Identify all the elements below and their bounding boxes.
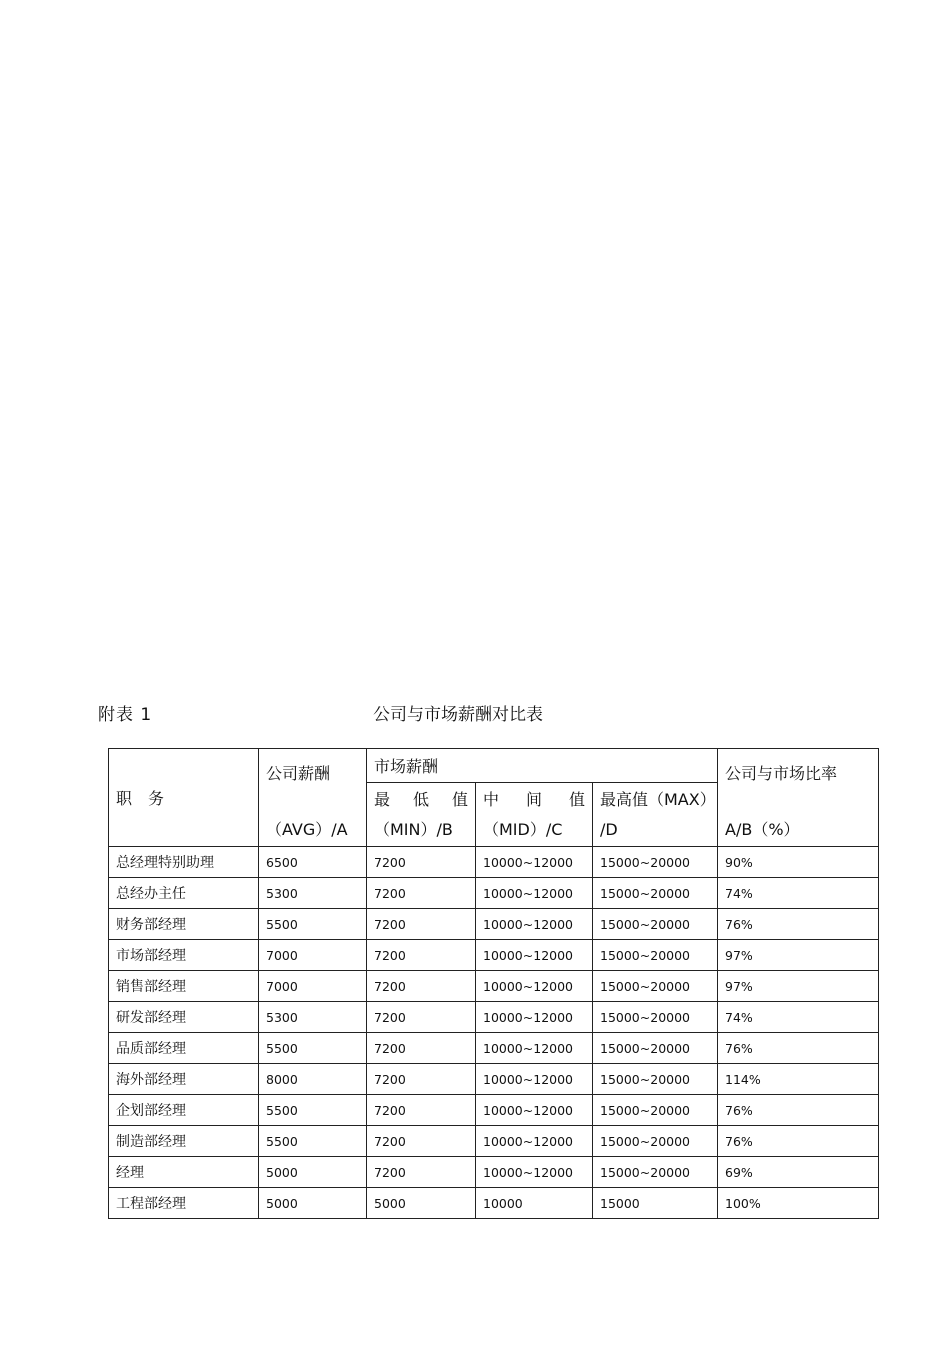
header-market-pay <box>367 749 718 783</box>
cell-job: 总经办主任 <box>109 878 259 909</box>
cell-market-mid: 10000~12000 <box>476 909 593 940</box>
cell-market-max: 15000~20000 <box>593 1157 718 1188</box>
cell-market-max: 15000 <box>593 1188 718 1219</box>
cell-ratio: 100% <box>718 1188 879 1219</box>
table-row <box>109 1033 879 1064</box>
table-row <box>109 1188 879 1219</box>
cell-market-max: 15000~20000 <box>593 940 718 971</box>
cell-ratio: 97% <box>718 940 879 971</box>
cell-ratio: 76% <box>718 1095 879 1126</box>
cell-market-mid: 10000~12000 <box>476 1002 593 1033</box>
cell-ratio: 97% <box>718 971 879 1002</box>
header-mid-char: 中 <box>483 789 500 809</box>
cell-job: 财务部经理 <box>109 909 259 940</box>
cell-market-min: 7200 <box>367 1064 476 1095</box>
cell-market-min: 7200 <box>367 1033 476 1064</box>
header-min-char: 最 <box>374 789 391 809</box>
cell-company-avg: 7000 <box>259 940 367 971</box>
cell-job: 企划部经理 <box>109 1095 259 1126</box>
cell-ratio: 74% <box>718 1002 879 1033</box>
cell-market-mid: 10000 <box>476 1188 593 1219</box>
cell-ratio: 90% <box>718 847 879 878</box>
cell-market-mid: 10000~12000 <box>476 878 593 909</box>
cell-company-avg: 5500 <box>259 1126 367 1157</box>
table-row <box>109 909 879 940</box>
header-min-char: 低 <box>412 789 429 809</box>
cell-market-max: 15000~20000 <box>593 1126 718 1157</box>
cell-ratio: 69% <box>718 1157 879 1188</box>
table-label: 附表 1 <box>98 705 153 725</box>
header-ratio <box>718 749 879 847</box>
cell-market-max: 15000~20000 <box>593 847 718 878</box>
cell-job: 销售部经理 <box>109 971 259 1002</box>
header-min <box>367 783 476 847</box>
cell-market-mid: 10000~12000 <box>476 940 593 971</box>
cell-market-max: 15000~20000 <box>593 1095 718 1126</box>
cell-market-max: 15000~20000 <box>593 971 718 1002</box>
cell-company-avg: 5300 <box>259 1002 367 1033</box>
cell-market-max: 15000~20000 <box>593 878 718 909</box>
table-row <box>109 971 879 1002</box>
cell-company-avg: 5000 <box>259 1188 367 1219</box>
cell-market-mid: 10000~12000 <box>476 1126 593 1157</box>
cell-job: 制造部经理 <box>109 1126 259 1157</box>
cell-market-max: 15000~20000 <box>593 909 718 940</box>
cell-company-avg: 6500 <box>259 847 367 878</box>
header-max-sub: /D <box>600 819 618 839</box>
header-mid-sub: （MID）/C <box>483 819 563 839</box>
cell-ratio: 114% <box>718 1064 879 1095</box>
header-min-char: 值 <box>451 789 468 809</box>
cell-ratio: 74% <box>718 878 879 909</box>
header-company-pay-sub: （AVG）/A <box>266 820 348 839</box>
cell-ratio: 76% <box>718 1126 879 1157</box>
cell-market-max: 15000~20000 <box>593 1033 718 1064</box>
header-mid-char: 值 <box>568 789 585 809</box>
cell-company-avg: 5000 <box>259 1157 367 1188</box>
cell-company-avg: 7000 <box>259 971 367 1002</box>
cell-market-mid: 10000~12000 <box>476 1157 593 1188</box>
cell-job: 品质部经理 <box>109 1033 259 1064</box>
cell-market-max: 15000~20000 <box>593 1064 718 1095</box>
cell-job: 研发部经理 <box>109 1002 259 1033</box>
table-row <box>109 1095 879 1126</box>
cell-market-min: 7200 <box>367 1002 476 1033</box>
cell-market-min: 7200 <box>367 847 476 878</box>
table-row <box>109 1064 879 1095</box>
header-min-sub: （MIN）/B <box>374 819 453 839</box>
cell-company-avg: 8000 <box>259 1064 367 1095</box>
cell-market-min: 7200 <box>367 940 476 971</box>
salary-comparison-table <box>108 748 879 1219</box>
cell-company-avg: 5500 <box>259 1033 367 1064</box>
cell-market-mid: 10000~12000 <box>476 971 593 1002</box>
cell-job: 经理 <box>109 1157 259 1188</box>
table-row <box>109 1002 879 1033</box>
cell-market-min: 7200 <box>367 1126 476 1157</box>
cell-market-min: 7200 <box>367 878 476 909</box>
header-job-label: 职 务 <box>116 789 165 808</box>
cell-job: 工程部经理 <box>109 1188 259 1219</box>
cell-market-mid: 10000~12000 <box>476 1033 593 1064</box>
header-ratio-title: 公司与市场比率 <box>725 764 838 783</box>
header-max-title: 最高值（MAX） <box>600 789 716 809</box>
table-row <box>109 1126 879 1157</box>
cell-market-max: 15000~20000 <box>593 1002 718 1033</box>
header-market-pay-title: 市场薪酬 <box>374 757 439 776</box>
header-ratio-sub: A/B（%） <box>725 820 800 839</box>
cell-company-avg: 5500 <box>259 909 367 940</box>
cell-market-mid: 10000~12000 <box>476 1095 593 1126</box>
table-row <box>109 940 879 971</box>
header-mid-char: 间 <box>525 789 542 809</box>
table-row <box>109 847 879 878</box>
header-company-pay <box>259 749 367 847</box>
cell-market-min: 7200 <box>367 909 476 940</box>
cell-company-avg: 5300 <box>259 878 367 909</box>
cell-market-min: 5000 <box>367 1188 476 1219</box>
header-mid <box>476 783 593 847</box>
header-company-pay-title: 公司薪酬 <box>266 764 331 783</box>
cell-market-mid: 10000~12000 <box>476 1064 593 1095</box>
cell-market-min: 7200 <box>367 971 476 1002</box>
cell-job: 市场部经理 <box>109 940 259 971</box>
header-row-1 <box>109 749 879 783</box>
table-row <box>109 878 879 909</box>
cell-ratio: 76% <box>718 1033 879 1064</box>
cell-market-min: 7200 <box>367 1095 476 1126</box>
cell-ratio: 76% <box>718 909 879 940</box>
cell-job: 总经理特别助理 <box>109 847 259 878</box>
cell-market-mid: 10000~12000 <box>476 847 593 878</box>
cell-job: 海外部经理 <box>109 1064 259 1095</box>
header-job <box>109 749 259 847</box>
cell-market-min: 7200 <box>367 1157 476 1188</box>
cell-company-avg: 5500 <box>259 1095 367 1126</box>
header-max <box>593 783 718 847</box>
table-row <box>109 1157 879 1188</box>
table-title: 公司与市场薪酬对比表 <box>373 705 543 725</box>
